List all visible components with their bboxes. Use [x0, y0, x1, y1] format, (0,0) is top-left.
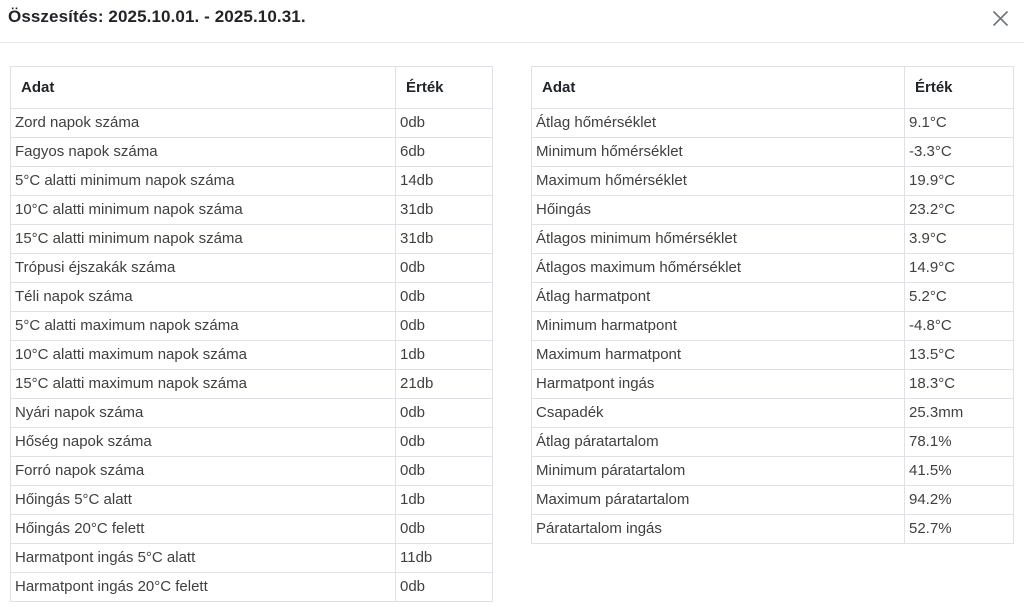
row-label: Átlag páratartalom [532, 428, 905, 457]
column-header-adat: Adat [11, 67, 396, 109]
table-row [11, 544, 493, 573]
row-label: Harmatpont ingás [532, 370, 905, 399]
row-value: 94.2% [905, 486, 1014, 515]
table-row [11, 341, 493, 370]
row-value: 18.3°C [905, 370, 1014, 399]
row-value: 13.5°C [905, 341, 1014, 370]
row-label: Harmatpont ingás 5°C alatt [11, 544, 396, 573]
row-label: Zord napok száma [11, 109, 396, 138]
row-value: 0db [396, 399, 493, 428]
table-row [532, 428, 1014, 457]
row-label: Maximum hőmérséklet [532, 167, 905, 196]
dialog-body [0, 43, 1024, 602]
table-row [532, 109, 1014, 138]
row-label: Átlag hőmérséklet [532, 109, 905, 138]
row-label: Páratartalom ingás [532, 515, 905, 544]
row-value: -3.3°C [905, 138, 1014, 167]
table-row [11, 312, 493, 341]
table-row [532, 138, 1014, 167]
table-row [532, 312, 1014, 341]
table-row [11, 399, 493, 428]
measured-values-table-body [532, 109, 1014, 544]
row-label: Átlagos minimum hőmérséklet [532, 225, 905, 254]
table-row [532, 399, 1014, 428]
dialog-title: Összesítés: 2025.10.01. - 2025.10.31. [8, 7, 306, 26]
table-row [532, 283, 1014, 312]
row-label: Minimum páratartalom [532, 457, 905, 486]
row-label: Minimum harmatpont [532, 312, 905, 341]
row-value: 78.1% [905, 428, 1014, 457]
row-label: Minimum hőmérséklet [532, 138, 905, 167]
row-value: 3.9°C [905, 225, 1014, 254]
row-value: 23.2°C [905, 196, 1014, 225]
row-value: 11db [396, 544, 493, 573]
day-counts-table-header [11, 67, 493, 109]
row-label: Nyári napok száma [11, 399, 396, 428]
row-label: 10°C alatti maximum napok száma [11, 341, 396, 370]
row-value: 41.5% [905, 457, 1014, 486]
row-value: 0db [396, 515, 493, 544]
column-header-adat: Adat [532, 67, 905, 109]
table-row [532, 515, 1014, 544]
table-row [11, 109, 493, 138]
row-value: 0db [396, 109, 493, 138]
row-value: 5.2°C [905, 283, 1014, 312]
column-header-ertek: Érték [396, 67, 493, 109]
row-label: Forró napok száma [11, 457, 396, 486]
table-row [11, 428, 493, 457]
row-label: Trópusi éjszakák száma [11, 254, 396, 283]
row-value: 52.7% [905, 515, 1014, 544]
table-row [11, 225, 493, 254]
row-value: 0db [396, 457, 493, 486]
row-label: Átlagos maximum hőmérséklet [532, 254, 905, 283]
column-header-ertek: Érték [905, 67, 1014, 109]
table-row [11, 457, 493, 486]
table-row [532, 341, 1014, 370]
row-label: Csapadék [532, 399, 905, 428]
row-value: 1db [396, 486, 493, 515]
measured-values-table-header [532, 67, 1014, 109]
close-button[interactable] [990, 8, 1010, 28]
row-value: 14db [396, 167, 493, 196]
row-label: Hőingás [532, 196, 905, 225]
row-value: 0db [396, 573, 493, 602]
row-label: Hőingás 20°C felett [11, 515, 396, 544]
measured-values-table [531, 66, 1014, 544]
table-row [11, 283, 493, 312]
row-value: 14.9°C [905, 254, 1014, 283]
row-value: 31db [396, 225, 493, 254]
row-value: 0db [396, 254, 493, 283]
table-row [532, 196, 1014, 225]
row-label: 15°C alatti minimum napok száma [11, 225, 396, 254]
row-value: 0db [396, 312, 493, 341]
row-label: Hőingás 5°C alatt [11, 486, 396, 515]
row-label: 5°C alatti minimum napok száma [11, 167, 396, 196]
row-label: Fagyos napok száma [11, 138, 396, 167]
table-row [532, 370, 1014, 399]
table-row [11, 254, 493, 283]
dialog-header [0, 0, 1024, 43]
table-row [11, 515, 493, 544]
row-label: 5°C alatti maximum napok száma [11, 312, 396, 341]
row-value: 31db [396, 196, 493, 225]
row-value: 0db [396, 428, 493, 457]
row-value: 9.1°C [905, 109, 1014, 138]
table-row [11, 370, 493, 399]
row-value: 21db [396, 370, 493, 399]
table-row [11, 486, 493, 515]
table-row [11, 138, 493, 167]
row-label: 10°C alatti minimum napok száma [11, 196, 396, 225]
header-row [11, 67, 493, 109]
close-icon [992, 10, 1009, 27]
day-counts-table [10, 66, 493, 602]
row-label: Átlag harmatpont [532, 283, 905, 312]
row-label: Harmatpont ingás 20°C felett [11, 573, 396, 602]
table-row [11, 196, 493, 225]
row-value: 6db [396, 138, 493, 167]
row-value: -4.8°C [905, 312, 1014, 341]
row-label: Hőség napok száma [11, 428, 396, 457]
row-value: 1db [396, 341, 493, 370]
row-label: 15°C alatti maximum napok száma [11, 370, 396, 399]
table-row [532, 254, 1014, 283]
table-row [532, 167, 1014, 196]
header-row [532, 67, 1014, 109]
row-label: Maximum harmatpont [532, 341, 905, 370]
day-counts-table-body [11, 109, 493, 602]
table-row [11, 573, 493, 602]
table-row [532, 486, 1014, 515]
table-row [11, 167, 493, 196]
row-value: 25.3mm [905, 399, 1014, 428]
row-label: Téli napok száma [11, 283, 396, 312]
table-row [532, 225, 1014, 254]
row-value: 0db [396, 283, 493, 312]
table-row [532, 457, 1014, 486]
row-value: 19.9°C [905, 167, 1014, 196]
row-label: Maximum páratartalom [532, 486, 905, 515]
